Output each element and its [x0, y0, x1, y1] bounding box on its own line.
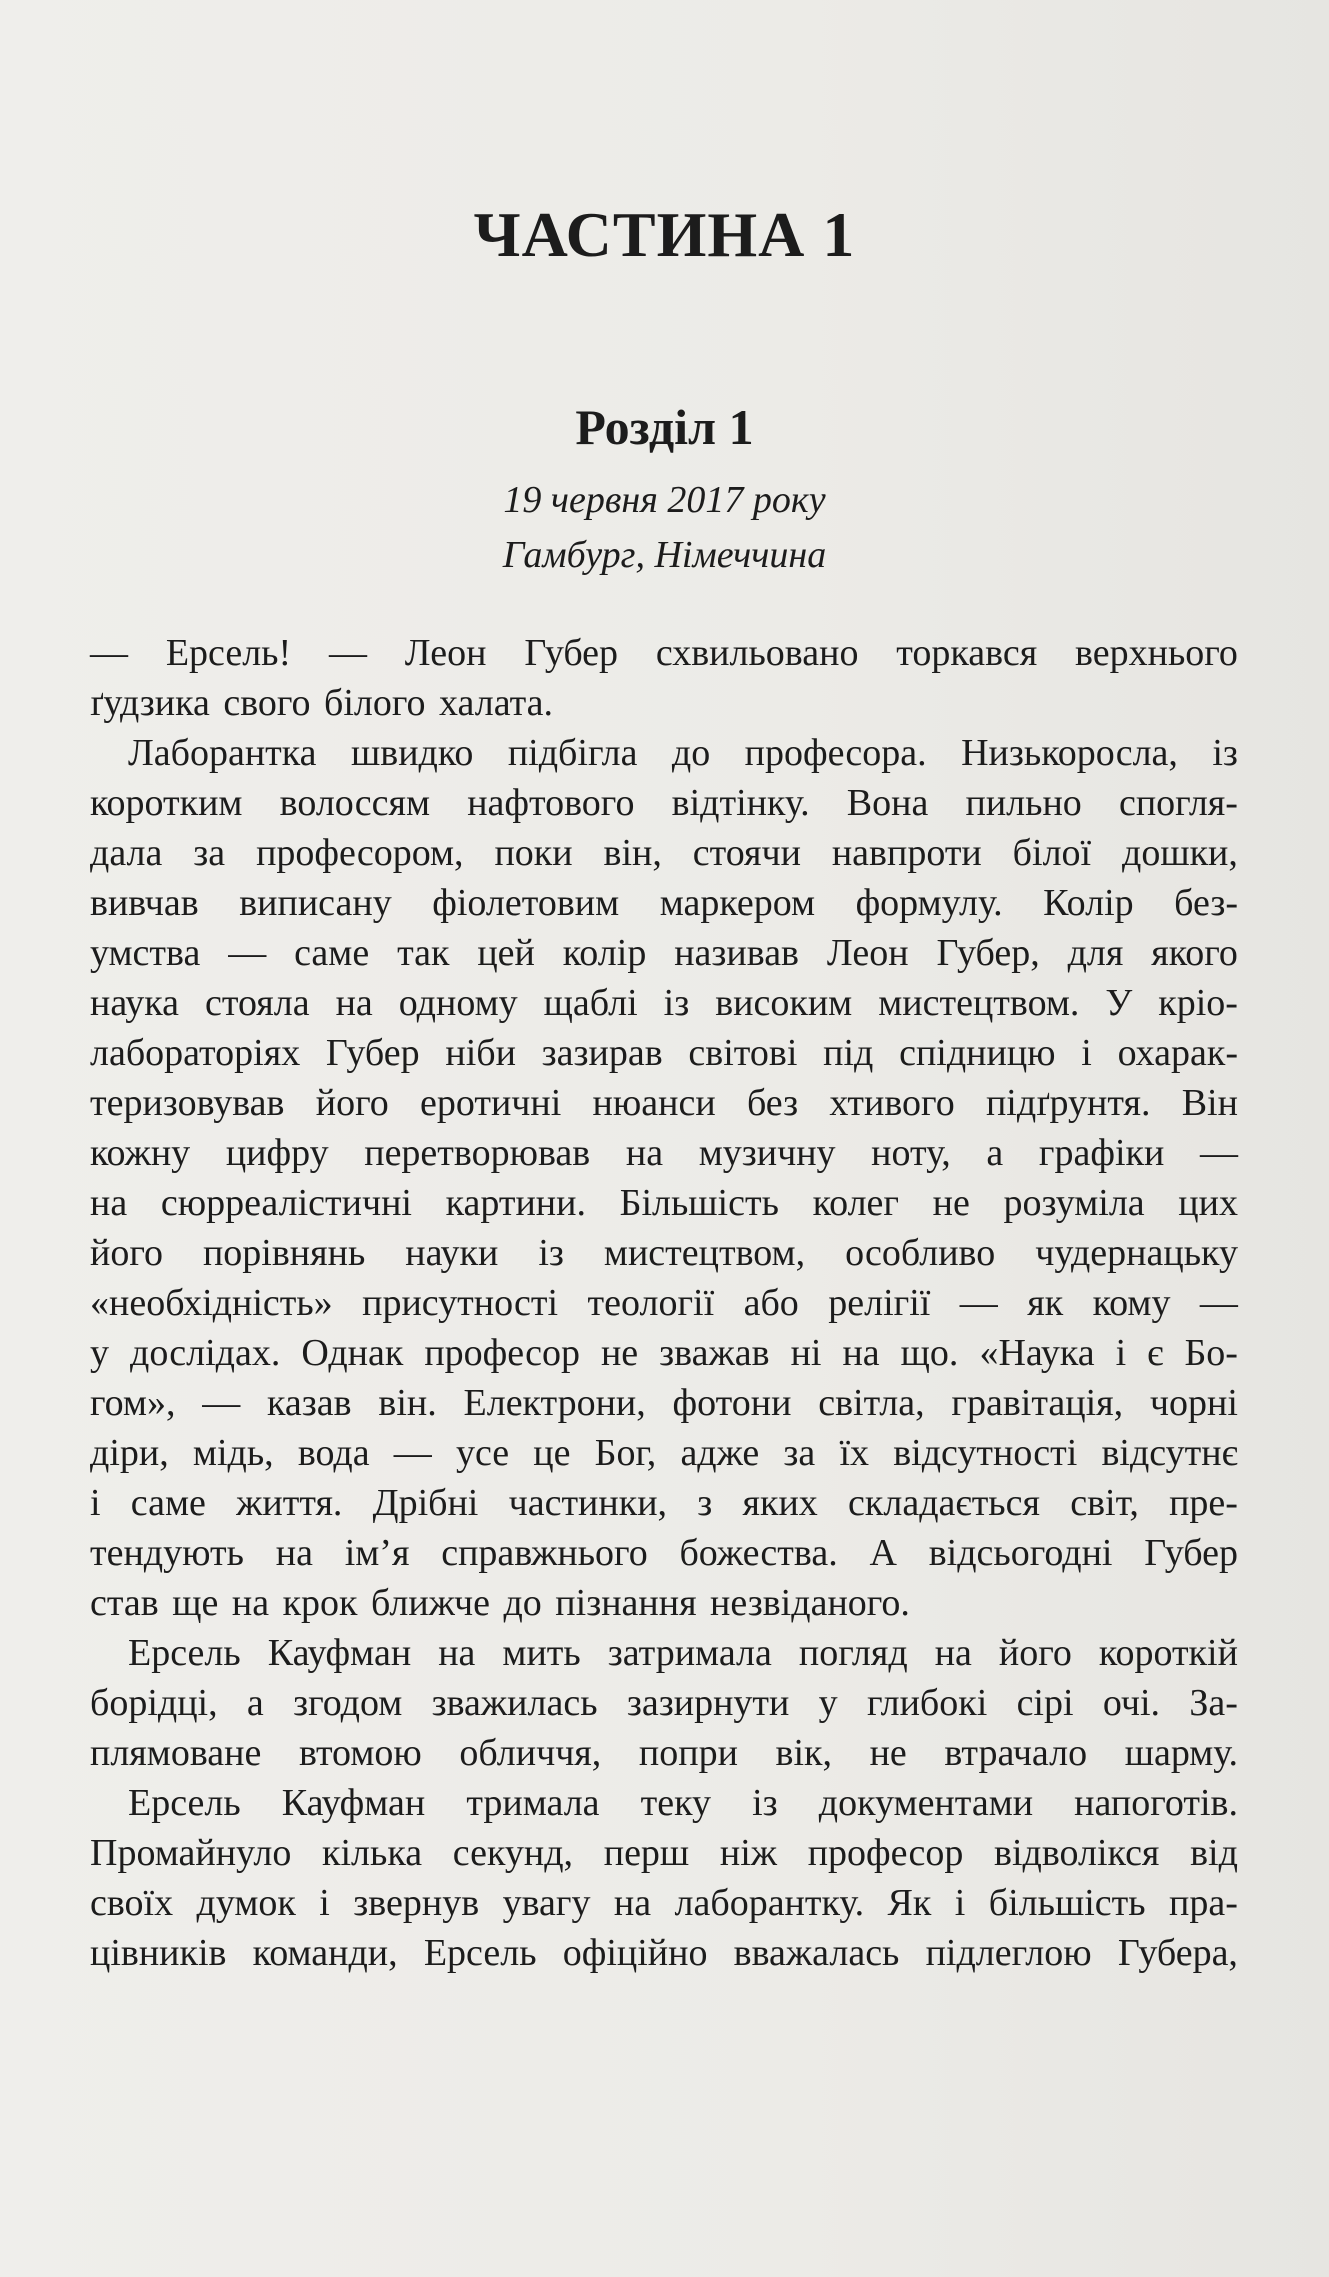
chapter-date: 19 червня 2017 року — [503, 479, 826, 521]
text-line: своїх думок і звернув увагу на лаборантку. Як і більшість пра- — [90, 1882, 1238, 1924]
text-line: коротким волоссям нафтового відтінку. Вона пильно спогля- — [90, 782, 1238, 824]
text-line: кожну цифру перетворював на музичну ноту, а графіки — — [90, 1132, 1238, 1174]
text-line: ґудзика свого білого халата. — [90, 682, 554, 724]
text-line: гом», — казав він. Електрони, фотони світла, гравітація, чорні — [90, 1382, 1238, 1424]
text-line: наука стояла на одному щаблі із високим мистецтвом. У кріо- — [90, 982, 1238, 1024]
text-line: умства — саме так цей колір називав Леон Губер, для якого — [90, 932, 1238, 974]
text-line: — Ерсель! — Леон Губер схвильовано торкався верхнього — [90, 632, 1238, 674]
text-line: борідці, а згодом зважилась зазирнути у глибокі сірі очі. За- — [90, 1682, 1238, 1724]
text-line: його порівнянь науки із мистецтвом, особливо чудернацьку — [90, 1232, 1238, 1274]
text-line: теризовував його еротичні нюанси без хтивого підґрунтя. Він — [90, 1082, 1238, 1124]
part-title: ЧАСТИНА 1 — [473, 199, 856, 270]
chapter-title: Розділ 1 — [575, 399, 754, 455]
text-line: на сюрреалістичні картини. Більшість колег не розуміла цих — [90, 1182, 1238, 1224]
text-line: лабораторіях Губер ніби зазирав світові під спідницю і охарак- — [90, 1032, 1238, 1074]
chapter-place: Гамбург, Німеччина — [502, 534, 827, 576]
text-line: вивчав виписану фіолетовим маркером формулу. Колір без- — [90, 882, 1238, 924]
text-line: діри, мідь, вода — усе це Бог, адже за їх відсутності відсутнє — [90, 1432, 1238, 1474]
text-line: цівників команди, Ерсель офіційно вважалась підлеглою Губера, — [90, 1932, 1238, 1974]
text-line: плямоване втомою обличчя, попри вік, не втрачало шарму. — [90, 1732, 1238, 1774]
text-line: Ерсель Кауфман тримала теку із документами напоготів. — [128, 1782, 1238, 1824]
text-line: і саме життя. Дрібні частинки, з яких складається світ, пре- — [90, 1482, 1238, 1524]
text-line: Промайнуло кілька секунд, перш ніж професор відволікся від — [90, 1832, 1238, 1874]
text-line: Лаборантка швидко підбігла до професора. Низькоросла, із — [128, 732, 1238, 774]
text-line: тендують на ім’я справжнього божества. А відсьогодні Губер — [90, 1532, 1238, 1574]
text-line: Ерсель Кауфман на мить затримала погляд на його короткій — [128, 1632, 1238, 1674]
text-line: «необхідність» присутності теології або релігії — як кому — — [90, 1282, 1238, 1324]
text-line: у дослідах. Однак професор не зважав ні на що. «Наука і є Бо- — [90, 1332, 1238, 1374]
body-text — [90, 628, 1238, 1978]
text-line: став ще на крок ближче до пізнання незвіданого. — [90, 1582, 910, 1624]
text-line: дала за професором, поки він, стоячи навпроти білої дошки, — [90, 832, 1238, 874]
